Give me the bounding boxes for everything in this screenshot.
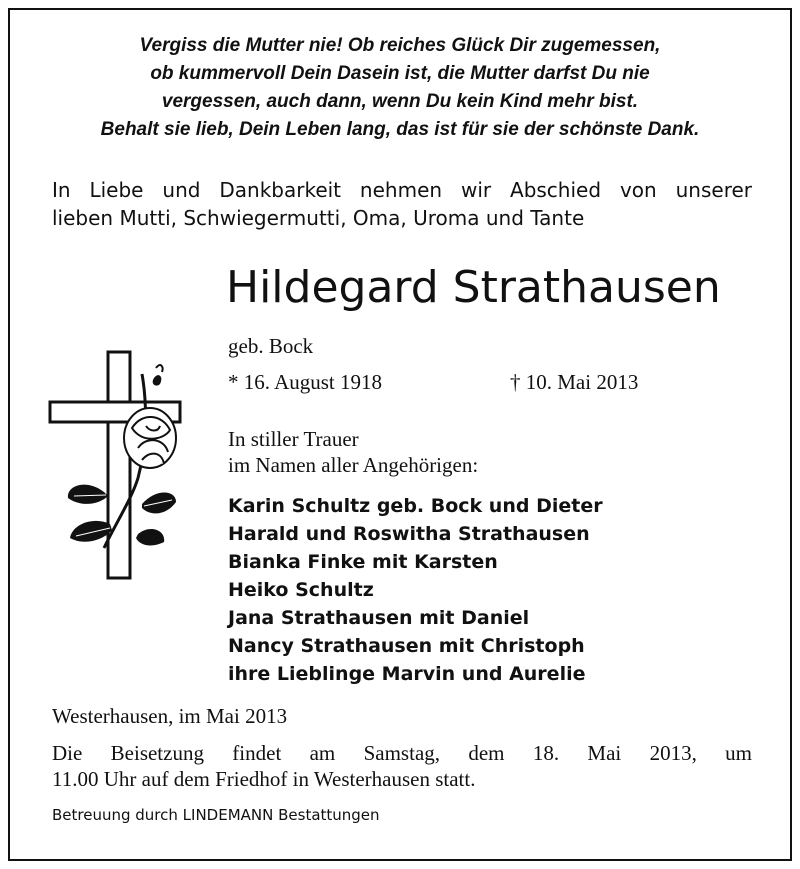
burial-notice xyxy=(52,740,752,792)
relative-name: Karin Schultz geb. Bock und Dieter xyxy=(228,495,603,517)
relative-name: Nancy Strathausen mit Christoph xyxy=(228,635,585,657)
poem-line: Vergiss die Mutter nie! Ob reiches Glück Dir zugemessen, xyxy=(139,35,661,56)
mourning-text xyxy=(228,426,478,478)
cross-with-rose-icon xyxy=(46,348,196,580)
deceased-name: Hildegard Strathausen xyxy=(226,262,721,313)
poem-line: Behalt sie lieb, Dein Leben lang, das ist für sie der schönste Dank. xyxy=(100,119,700,140)
relative-name: ihre Lieblinge Marvin und Aurelie xyxy=(228,663,586,685)
relative-name: Bianka Finke mit Karsten xyxy=(228,551,498,573)
mourning-line: In stiller Trauer xyxy=(228,427,359,451)
birth-date: * 16. August 1918 xyxy=(228,370,383,394)
relatives-list xyxy=(228,492,603,688)
poem-line: ob kummervoll Dein Dasein ist, die Mutter darfst Du nie xyxy=(150,63,650,84)
burial-line: Die Beisetzung findet am Samstag, dem 18. Mai 2013, um xyxy=(52,741,752,765)
poem xyxy=(40,32,760,144)
intro-text xyxy=(52,176,752,232)
maiden-name: geb. Bock xyxy=(228,334,314,358)
burial-line: 11.00 Uhr auf dem Friedhof in Westerhausen statt. xyxy=(52,767,476,791)
mourning-line: im Namen aller Angehörigen: xyxy=(228,453,479,477)
relative-name: Jana Strathausen mit Daniel xyxy=(228,607,530,629)
place-date: Westerhausen, im Mai 2013 xyxy=(52,704,288,728)
intro-line: lieben Mutti, Schwiegermutti, Oma, Uroma und Tante xyxy=(52,206,585,230)
intro-line: In Liebe und Dankbarkeit nehmen wir Abschied von unserer xyxy=(52,178,752,202)
relative-name: Harald und Roswitha Strathausen xyxy=(228,523,590,545)
relative-name: Heiko Schultz xyxy=(228,579,374,601)
poem-line: vergessen, auch dann, wenn Du kein Kind mehr bist. xyxy=(161,91,639,112)
undertaker-note: Betreuung durch LINDEMANN Bestattungen xyxy=(52,806,380,824)
death-date: † 10. Mai 2013 xyxy=(510,370,639,394)
